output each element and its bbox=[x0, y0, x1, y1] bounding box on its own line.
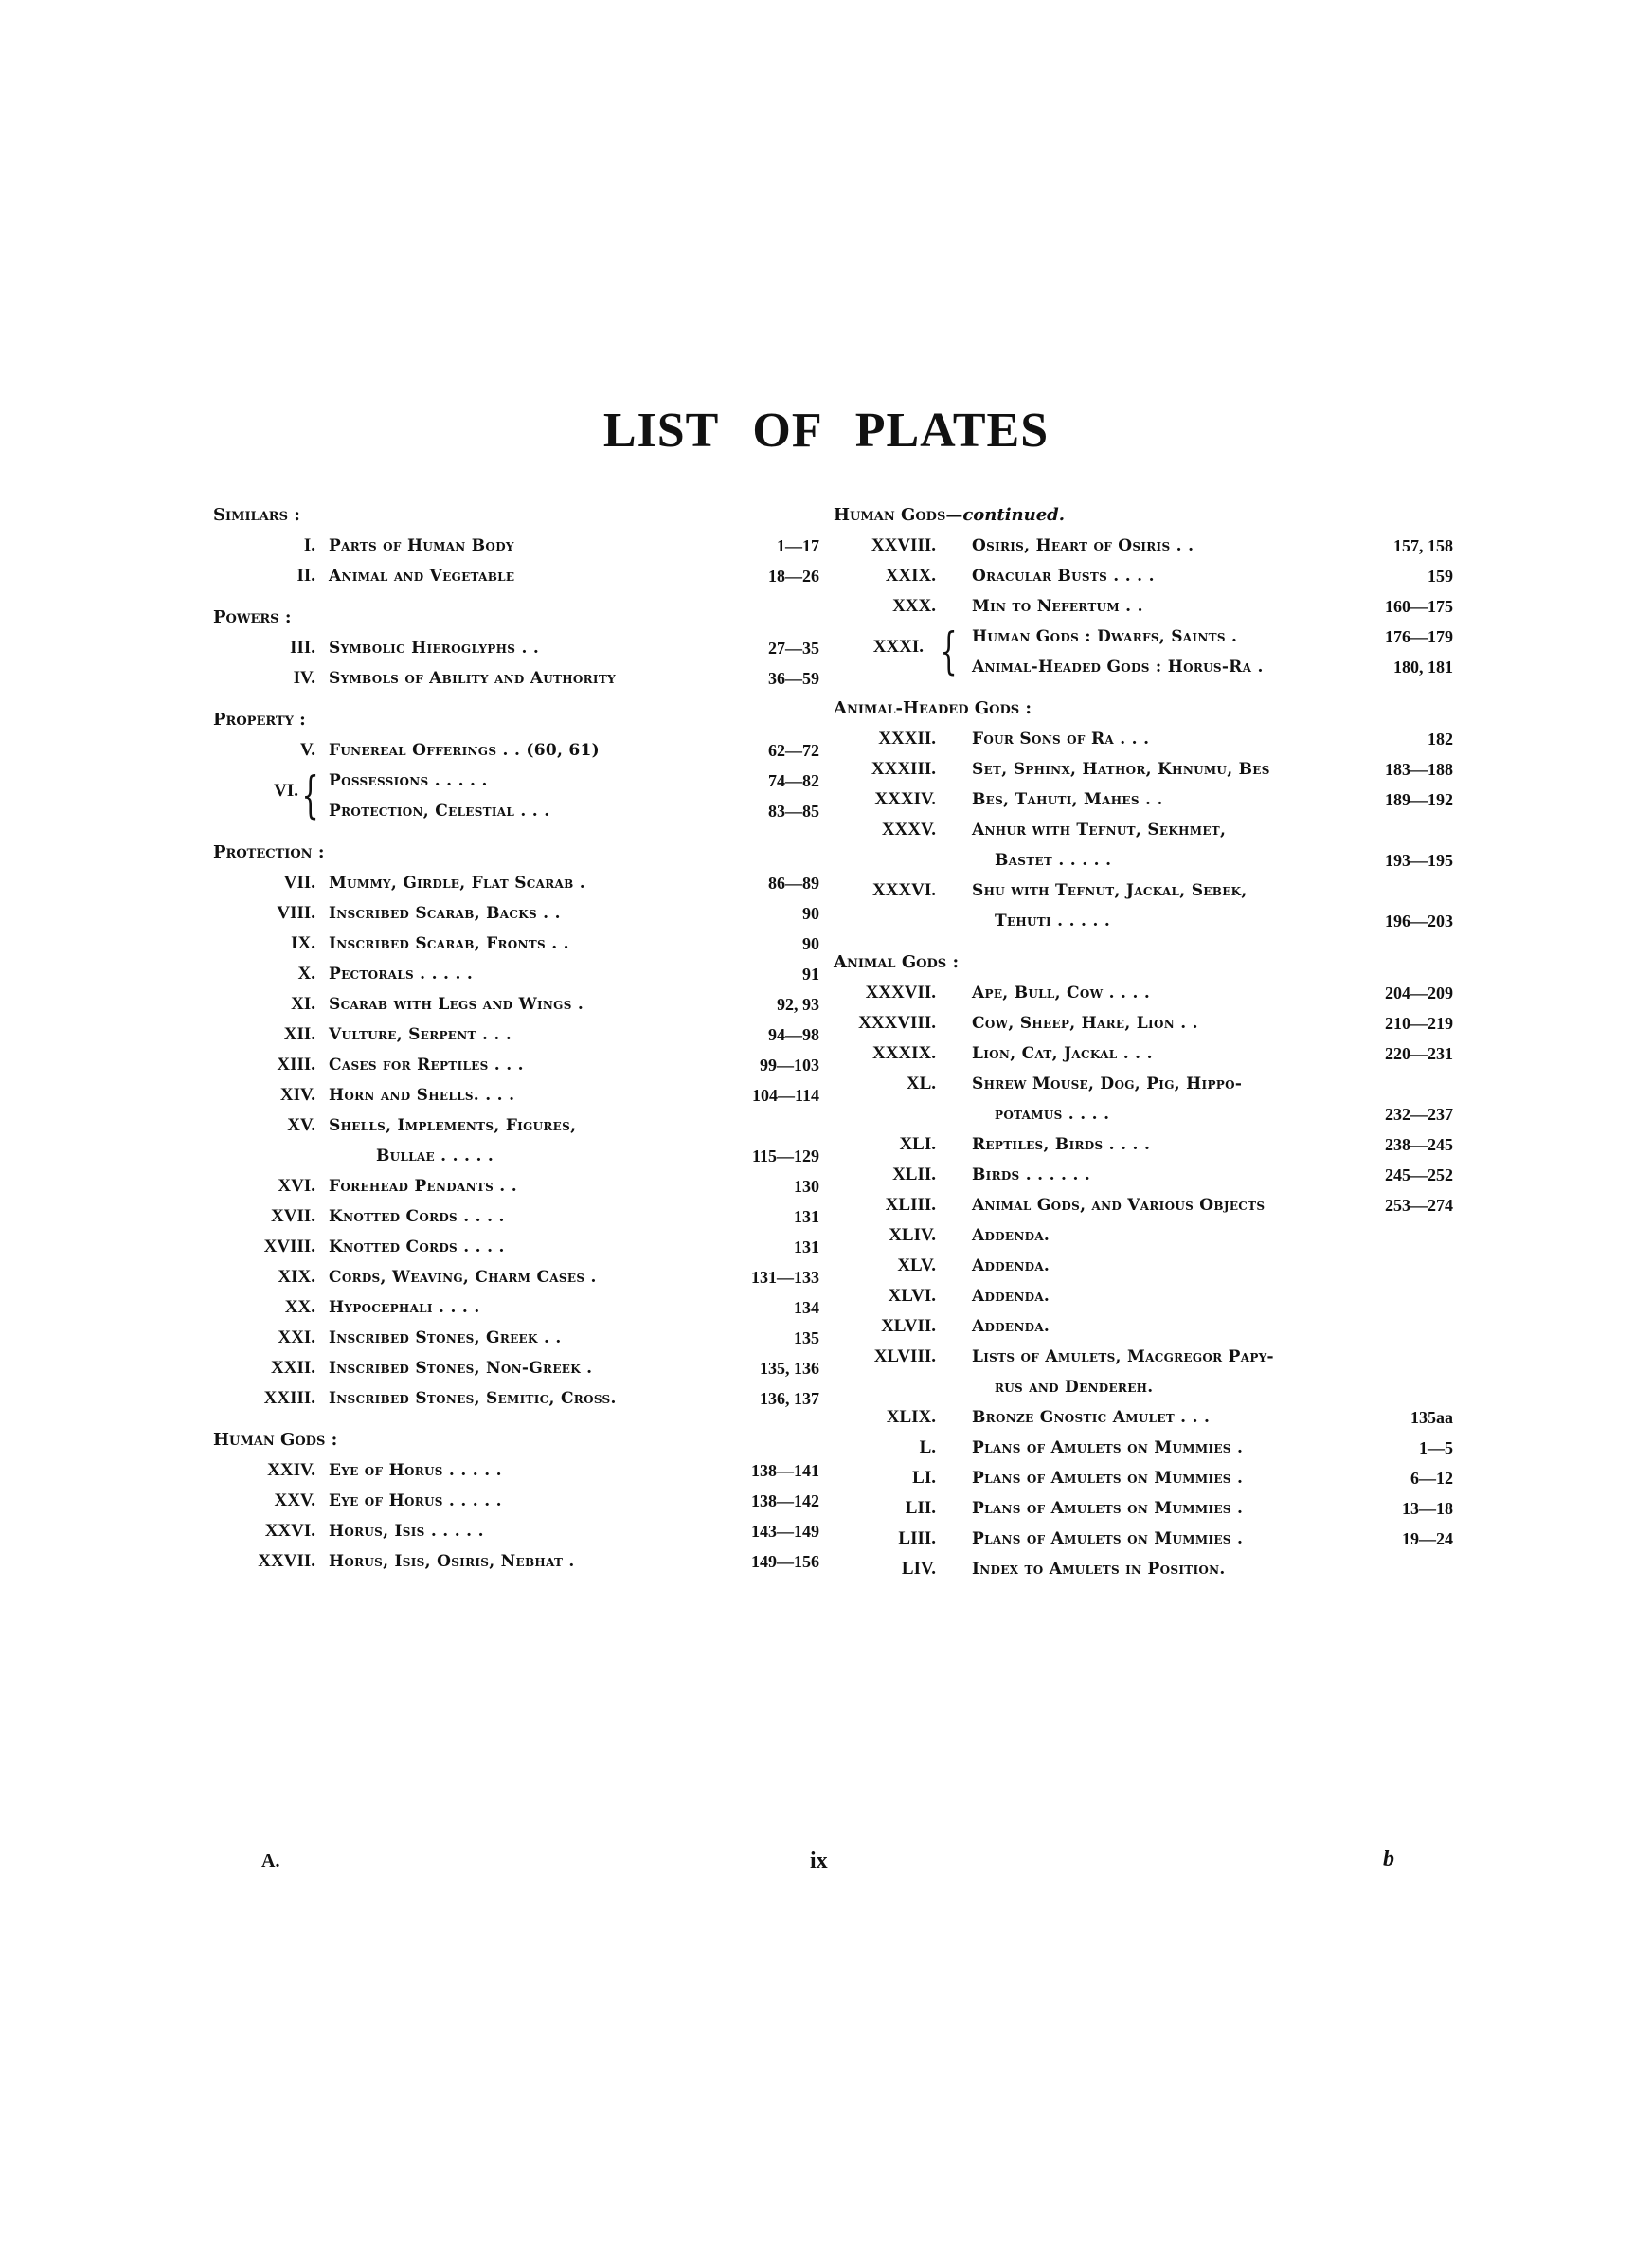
plate-figures: 220—231 bbox=[1385, 1044, 1453, 1063]
right-column bbox=[834, 500, 1453, 1584]
footer-signature: A. bbox=[261, 1851, 280, 1871]
plate-title: Animal and Vegetable bbox=[329, 567, 515, 586]
plate-entry bbox=[834, 1069, 1440, 1099]
plate-number: LI. bbox=[912, 1468, 936, 1488]
plate-title: Knotted Cords . . . . bbox=[329, 1207, 505, 1226]
plate-number: IX. bbox=[291, 933, 315, 953]
plate-title: Addenda. bbox=[972, 1226, 1050, 1245]
section-heading: Protection : bbox=[213, 842, 325, 862]
plate-number: XXI. bbox=[278, 1327, 315, 1347]
plate-title: Ape, Bull, Cow . . . . bbox=[972, 984, 1151, 1002]
plate-title-continued: Tehuti . . . . . bbox=[995, 912, 1111, 930]
plate-figures: 196—203 bbox=[1385, 912, 1453, 930]
plate-entry bbox=[834, 1433, 1453, 1463]
plate-figures: 13—18 bbox=[1402, 1499, 1453, 1518]
plate-figures: 159 bbox=[1428, 567, 1453, 586]
section-heading: Human Gods—continued. bbox=[834, 505, 1066, 525]
plate-number: I. bbox=[303, 535, 315, 555]
plate-title-continued: Bullae . . . . . bbox=[376, 1147, 494, 1165]
plate-entry bbox=[213, 898, 819, 929]
plate-title: Vulture, Serpent . . . bbox=[329, 1025, 512, 1044]
plate-figures: 135, 136 bbox=[760, 1359, 819, 1378]
plate-number: XXXVII. bbox=[865, 983, 936, 1002]
plate-number: XLVI. bbox=[888, 1286, 936, 1306]
plate-title: Forehead Pendants . . bbox=[329, 1177, 517, 1196]
plate-figures: 19—24 bbox=[1402, 1529, 1453, 1548]
plate-title: Plans of Amulets on Mummies . bbox=[972, 1469, 1244, 1488]
plate-figures: 131—133 bbox=[751, 1268, 819, 1287]
plate-title: Lists of Amulets, Macgregor Papy- bbox=[972, 1347, 1274, 1366]
plate-number: XXXVIII. bbox=[858, 1013, 936, 1033]
plate-figures: 176—179 bbox=[1385, 627, 1453, 646]
plate-entry bbox=[834, 622, 1453, 652]
plate-group bbox=[834, 622, 1453, 682]
plate-title: Shells, Implements, Figures, bbox=[329, 1116, 577, 1135]
plate-entry bbox=[834, 1281, 1440, 1311]
plate-number: XXV. bbox=[274, 1490, 315, 1510]
plate-entry bbox=[834, 1342, 1440, 1372]
plate-title: Cow, Sheep, Hare, Lion . . bbox=[972, 1014, 1198, 1033]
plate-number: III. bbox=[290, 638, 315, 658]
plate-entry bbox=[834, 815, 1440, 845]
plate-figures: 130 bbox=[794, 1177, 819, 1196]
plate-title: Plans of Amulets on Mummies . bbox=[972, 1438, 1244, 1457]
plate-title-continued: rus and Dendereh. bbox=[995, 1378, 1154, 1397]
plate-title: Inscribed Stones, Semitic, Cross. bbox=[329, 1389, 617, 1408]
plate-title: Symbols of Ability and Authority bbox=[329, 669, 616, 688]
plate-entry bbox=[213, 1050, 819, 1080]
plate-entry bbox=[834, 561, 1453, 591]
plate-entry bbox=[834, 1402, 1453, 1433]
plate-figures: 138—141 bbox=[751, 1461, 819, 1480]
plate-number: XLVIII. bbox=[873, 1346, 936, 1366]
plate-title: Inscribed Stones, Non-Greek . bbox=[329, 1359, 593, 1378]
plate-title: Addenda. bbox=[972, 1317, 1050, 1336]
plate-title: Protection, Celestial . . . bbox=[329, 802, 550, 821]
plate-entry bbox=[213, 1020, 819, 1050]
plate-figures: 253—274 bbox=[1385, 1196, 1453, 1215]
plate-figures: 193—195 bbox=[1385, 851, 1453, 870]
plate-title: Min to Nefertum . . bbox=[972, 597, 1143, 616]
plate-number: VI. bbox=[274, 781, 298, 801]
plate-figures: 183—188 bbox=[1385, 760, 1453, 779]
plate-entry bbox=[213, 989, 819, 1020]
plate-figures: 204—209 bbox=[1385, 984, 1453, 1002]
plate-title: Eye of Horus . . . . . bbox=[329, 1461, 502, 1480]
plate-number: XXIX. bbox=[885, 566, 936, 586]
plate-figures: 149—156 bbox=[751, 1552, 819, 1571]
plate-title: Plans of Amulets on Mummies . bbox=[972, 1529, 1244, 1548]
plate-number: VIII. bbox=[277, 903, 315, 923]
plate-number: XLII. bbox=[892, 1165, 936, 1184]
plate-figures: 182 bbox=[1428, 730, 1453, 749]
plate-figures: 131 bbox=[794, 1207, 819, 1226]
plate-figures: 134 bbox=[794, 1298, 819, 1317]
plate-entry-continuation bbox=[834, 1099, 1453, 1129]
plate-number: XXX. bbox=[892, 596, 936, 616]
plate-title: Oracular Busts . . . . bbox=[972, 567, 1155, 586]
plate-entry bbox=[213, 1455, 819, 1486]
plate-number: XXXIII. bbox=[871, 759, 936, 779]
plate-number: XXIV. bbox=[267, 1460, 315, 1480]
plate-number: X. bbox=[297, 964, 315, 984]
plate-entry bbox=[213, 1110, 819, 1141]
plate-title: Shrew Mouse, Dog, Pig, Hippo- bbox=[972, 1074, 1243, 1093]
plate-title: Animal-Headed Gods : Horus-Ra . bbox=[972, 658, 1264, 677]
plate-number: LIII. bbox=[898, 1528, 936, 1548]
plate-figures: 91 bbox=[802, 965, 819, 984]
plate-title: Addenda. bbox=[972, 1256, 1050, 1275]
plate-number: XVII. bbox=[271, 1206, 315, 1226]
plate-figures: 86—89 bbox=[768, 874, 819, 893]
plate-number: L. bbox=[919, 1437, 936, 1457]
plate-figures: 92, 93 bbox=[777, 995, 819, 1014]
plate-entry bbox=[834, 1493, 1453, 1524]
plate-number: XI. bbox=[291, 994, 315, 1014]
plate-entry bbox=[834, 1038, 1453, 1069]
plate-entry bbox=[213, 868, 819, 898]
plate-title: Birds . . . . . . bbox=[972, 1165, 1091, 1184]
plate-number: XIV. bbox=[279, 1085, 315, 1105]
plate-entry bbox=[834, 876, 1440, 906]
plate-figures: 104—114 bbox=[751, 1086, 819, 1105]
section-heading: Powers : bbox=[213, 607, 292, 627]
plate-figures: 115—129 bbox=[751, 1147, 819, 1165]
plate-title: Cases for Reptiles . . . bbox=[329, 1056, 524, 1074]
plate-entry bbox=[834, 1554, 1440, 1584]
plate-entry bbox=[834, 785, 1453, 815]
plate-figures: 62—72 bbox=[768, 741, 819, 760]
plate-entry bbox=[834, 1008, 1453, 1038]
plate-number: XXXIX. bbox=[871, 1043, 936, 1063]
plate-title: Possessions . . . . . bbox=[329, 771, 488, 790]
plate-group bbox=[213, 766, 819, 826]
plate-figures: 143—149 bbox=[751, 1522, 819, 1541]
section-heading-continued: continued. bbox=[962, 505, 1066, 525]
plate-title: Symbolic Hieroglyphs . . bbox=[329, 639, 540, 658]
plate-entry-continuation bbox=[834, 906, 1453, 936]
plate-number: XXXVI. bbox=[871, 880, 936, 900]
plate-title: Inscribed Stones, Greek . . bbox=[329, 1328, 562, 1347]
plate-number: XXXI. bbox=[872, 637, 924, 657]
plate-figures: 99—103 bbox=[760, 1056, 819, 1074]
plate-title: Horn and Shells. . . . bbox=[329, 1086, 515, 1105]
plate-entry bbox=[213, 633, 819, 663]
plate-entry-continuation bbox=[834, 845, 1453, 876]
plate-title: Index to Amulets in Position. bbox=[972, 1560, 1226, 1579]
plate-entry bbox=[213, 531, 819, 561]
plate-entry bbox=[834, 1463, 1453, 1493]
plate-title: Shu with Tefnut, Jackal, Sebek, bbox=[972, 881, 1248, 900]
plate-title: Eye of Horus . . . . . bbox=[329, 1491, 502, 1510]
plate-number: XXVII. bbox=[258, 1551, 315, 1571]
section-heading: Human Gods : bbox=[213, 1430, 338, 1450]
plate-entry bbox=[213, 1080, 819, 1110]
plate-figures: 238—245 bbox=[1385, 1135, 1453, 1154]
plate-number: XXIII. bbox=[263, 1388, 315, 1408]
plate-figures: 210—219 bbox=[1385, 1014, 1453, 1033]
plate-number: II. bbox=[296, 566, 315, 586]
plate-figures: 232—237 bbox=[1385, 1105, 1453, 1124]
plate-title: Horus, Isis . . . . . bbox=[329, 1522, 484, 1541]
plate-entry bbox=[213, 959, 819, 989]
plate-number: XXXIV. bbox=[874, 789, 936, 809]
plate-entry bbox=[834, 1220, 1440, 1251]
plate-entry bbox=[834, 754, 1453, 785]
plate-entry-continuation bbox=[213, 1141, 819, 1171]
plate-entry bbox=[834, 1251, 1440, 1281]
plate-title: Bes, Tahuti, Mahes . . bbox=[972, 790, 1163, 809]
plate-figures: 138—142 bbox=[751, 1491, 819, 1510]
plate-entry bbox=[213, 1292, 819, 1323]
plate-title: Inscribed Scarab, Fronts . . bbox=[329, 934, 569, 953]
plate-number: LII. bbox=[905, 1498, 936, 1518]
plate-entry bbox=[213, 1171, 819, 1201]
plate-title: Parts of Human Body bbox=[329, 536, 514, 555]
plate-entry bbox=[213, 1516, 819, 1546]
plate-number: XX. bbox=[284, 1297, 315, 1317]
plate-entry bbox=[834, 652, 1453, 682]
left-column bbox=[213, 500, 819, 1577]
plate-number: XXVIII. bbox=[871, 535, 936, 555]
plate-entry bbox=[834, 1129, 1453, 1160]
plate-entry bbox=[834, 1311, 1440, 1342]
plate-title: Lion, Cat, Jackal . . . bbox=[972, 1044, 1153, 1063]
plate-title: Inscribed Scarab, Backs . . bbox=[329, 904, 561, 923]
plate-number: VII. bbox=[283, 873, 315, 893]
plate-title: Mummy, Girdle, Flat Scarab . bbox=[329, 874, 585, 893]
plate-number: XLIII. bbox=[885, 1195, 936, 1215]
plate-figures: 83—85 bbox=[768, 802, 819, 821]
plate-number: XLVII. bbox=[881, 1316, 936, 1336]
plate-title: Plans of Amulets on Mummies . bbox=[972, 1499, 1244, 1518]
plate-number: XII. bbox=[283, 1024, 315, 1044]
plate-number: XVI. bbox=[278, 1176, 315, 1196]
plate-title-continued: Bastet . . . . . bbox=[995, 851, 1112, 870]
plate-figures: 74—82 bbox=[768, 771, 819, 790]
plate-entry bbox=[834, 531, 1453, 561]
plate-number: XV. bbox=[287, 1115, 315, 1135]
plate-entry bbox=[834, 724, 1453, 754]
plate-entry bbox=[213, 1262, 819, 1292]
plate-number: XXXV. bbox=[881, 820, 936, 840]
plate-title: Set, Sphinx, Hathor, Khnumu, Bes bbox=[972, 760, 1270, 779]
plate-entry bbox=[213, 1383, 819, 1414]
plate-entry bbox=[834, 1190, 1453, 1220]
plate-title: Addenda. bbox=[972, 1287, 1050, 1306]
section-heading: Property : bbox=[213, 710, 306, 730]
plate-title: Funereal Offerings . . (60, 61) bbox=[329, 741, 601, 760]
plate-title: Horus, Isis, Osiris, Nebhat . bbox=[329, 1552, 575, 1571]
plate-title: Four Sons of Ra . . . bbox=[972, 730, 1150, 749]
plate-number: XL. bbox=[906, 1074, 936, 1093]
plate-number: XXXII. bbox=[878, 729, 936, 749]
plate-entry bbox=[213, 1232, 819, 1262]
plate-entry bbox=[213, 1201, 819, 1232]
plate-title: Human Gods : Dwarfs, Saints . bbox=[972, 627, 1238, 646]
plate-number: XLIX. bbox=[886, 1407, 936, 1427]
plate-title: Anhur with Tefnut, Sekhmet, bbox=[972, 821, 1227, 840]
plate-title: Bronze Gnostic Amulet . . . bbox=[972, 1408, 1211, 1427]
plate-figures: 6—12 bbox=[1410, 1469, 1453, 1488]
plate-number: V. bbox=[299, 740, 315, 760]
plate-entry bbox=[213, 796, 819, 826]
plate-figures: 1—17 bbox=[777, 536, 819, 555]
plate-figures: 135aa bbox=[1410, 1408, 1453, 1427]
plate-figures: 131 bbox=[794, 1237, 819, 1256]
plate-figures: 94—98 bbox=[768, 1025, 819, 1044]
plate-title: Pectorals . . . . . bbox=[329, 965, 474, 984]
plate-figures: 136, 137 bbox=[760, 1389, 819, 1408]
plate-number: XLIV. bbox=[889, 1225, 936, 1245]
plate-title-continued: potamus . . . . bbox=[995, 1105, 1110, 1124]
plate-entry bbox=[213, 929, 819, 959]
plate-entry bbox=[834, 1524, 1453, 1554]
plate-entry bbox=[213, 561, 819, 591]
plate-number: XIII. bbox=[277, 1055, 315, 1074]
plate-figures: 245—252 bbox=[1385, 1165, 1453, 1184]
plate-title: Cords, Weaving, Charm Cases . bbox=[329, 1268, 597, 1287]
plate-figures: 18—26 bbox=[768, 567, 819, 586]
plate-figures: 27—35 bbox=[768, 639, 819, 658]
plate-figures: 135 bbox=[794, 1328, 819, 1347]
plate-figures: 90 bbox=[802, 904, 819, 923]
section-heading: Animal Gods : bbox=[834, 952, 960, 972]
plate-number: XLI. bbox=[899, 1134, 936, 1154]
plate-number: XLV. bbox=[897, 1255, 936, 1275]
plate-title: Animal Gods, and Various Objects bbox=[972, 1196, 1266, 1215]
plate-entry-continuation bbox=[834, 1372, 1440, 1402]
plate-figures: 189—192 bbox=[1385, 790, 1453, 809]
plate-entry bbox=[213, 735, 819, 766]
footer-signature-letter: b bbox=[1383, 1847, 1394, 1871]
page-title: LIST OF PLATES bbox=[602, 404, 1050, 458]
plate-entry bbox=[834, 591, 1453, 622]
section-heading: Similars : bbox=[213, 505, 300, 525]
plate-figures: 160—175 bbox=[1385, 597, 1453, 616]
brace-icon: { bbox=[940, 623, 958, 680]
plate-figures: 157, 158 bbox=[1393, 536, 1453, 555]
plate-figures: 1—5 bbox=[1419, 1438, 1453, 1457]
plate-entry bbox=[213, 766, 819, 796]
plate-number: IV. bbox=[293, 668, 315, 688]
plate-figures: 180, 181 bbox=[1393, 658, 1453, 677]
plate-number: XXII. bbox=[271, 1358, 315, 1378]
plate-number: LIV. bbox=[901, 1559, 936, 1579]
plate-entry bbox=[213, 1353, 819, 1383]
plate-figures: 36—59 bbox=[768, 669, 819, 688]
plate-number: XIX. bbox=[278, 1267, 315, 1287]
page-number: ix bbox=[810, 1849, 828, 1873]
plate-title: Osiris, Heart of Osiris . . bbox=[972, 536, 1194, 555]
plate-title: Knotted Cords . . . . bbox=[329, 1237, 505, 1256]
plate-entry bbox=[213, 663, 819, 694]
plate-title: Scarab with Legs and Wings . bbox=[329, 995, 584, 1014]
plate-title: Hypocephali . . . . bbox=[329, 1298, 480, 1317]
plate-number: XVIII. bbox=[263, 1237, 315, 1256]
plate-figures: 90 bbox=[802, 934, 819, 953]
plate-entry bbox=[213, 1323, 819, 1353]
plate-entry bbox=[834, 1160, 1453, 1190]
plate-entry bbox=[213, 1546, 819, 1577]
plate-entry bbox=[834, 978, 1453, 1008]
plate-title: Reptiles, Birds . . . . bbox=[972, 1135, 1151, 1154]
section-heading: Animal-Headed Gods : bbox=[834, 698, 1032, 718]
brace-icon: { bbox=[301, 767, 319, 824]
plate-number: XXVI. bbox=[264, 1521, 315, 1541]
plate-entry bbox=[213, 1486, 819, 1516]
